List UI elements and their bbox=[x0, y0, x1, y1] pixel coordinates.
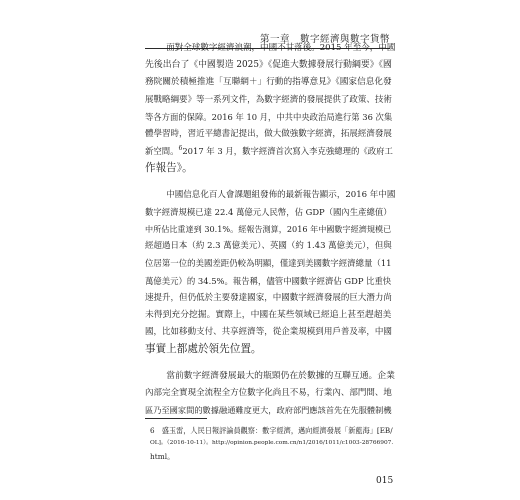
text-line: 萬億美元）的 34.5%。報告稱，儘管中國數字經濟佔 GDP 比重快 bbox=[145, 275, 392, 286]
footnote bbox=[150, 424, 394, 463]
text-line: 數字經濟規模已達 22.4 萬億元人民幣，佔 GDP（國內生產總值） bbox=[145, 206, 392, 217]
text-line: 位居第一位的美國差距仍較為明顯，僅達到美國數字經濟總量（11 bbox=[145, 258, 392, 269]
text-line: 體學習時，習近平總書記提出，做大做強數字經濟，拓展經濟發展 bbox=[145, 129, 392, 140]
text-line: 面對全球數字經濟浪潮，中國不甘落後。2015 年至今，中國 bbox=[166, 43, 396, 53]
text-line: 作報告》。 bbox=[145, 162, 193, 175]
running-title: 第一章 數字經濟與數字貨幣 bbox=[259, 34, 390, 45]
text-line: 國，比如移動支付、共享經濟等，從企業規模到用戶普及率，中國 bbox=[145, 327, 392, 338]
footnote-ref[interactable]: 6 bbox=[178, 145, 183, 153]
footnote-line: html。 bbox=[150, 452, 175, 461]
text-line-with-footnote bbox=[145, 143, 393, 160]
text-segment: 2017 年 3 月，數字經濟首次寫入李克強總理的《政府工 bbox=[182, 146, 393, 157]
text-line: 事實上都處於領先位置。 bbox=[145, 343, 262, 356]
text-line: 經超過日本（約 2.3 萬億美元）、英國（約 1.43 萬億美元），但與 bbox=[145, 241, 392, 252]
footnote-rule bbox=[145, 418, 207, 419]
text-line: 先後出台了《中國製造 2025》《促進大數據發展行動綱要》《國 bbox=[145, 60, 392, 71]
text-line: 區乃至國家間的數據融通難度更大，政府部門應該首先在先服體制機 bbox=[145, 405, 392, 416]
text-segment: 新空間。 bbox=[145, 146, 179, 157]
text-line: 內部完全實現全流程全方位數字化尚且不易，行業內、部門間、地 bbox=[145, 387, 392, 398]
text-line: 中所佔比重達到 30.1%。經報告測算，2016 年中國數字經濟規模已 bbox=[145, 224, 392, 235]
page-number: 015 bbox=[376, 476, 394, 486]
text-line: 中國信息化百人會課題組發佈的最新報告顯示，2016 年中國 bbox=[166, 189, 396, 200]
text-line: 當前數字經濟發展最大的瓶頸仍在於數據的互聯互通。企業 bbox=[166, 370, 395, 381]
footnote-line: 6 盛玉雷，人民日報評論員觀察：數字經濟，邁向經濟發展「新藍海」[EB/ bbox=[150, 426, 393, 435]
body-text bbox=[145, 40, 396, 428]
text-line: 務院關於積極推進「互聯網＋」行動的指導意見》《國家信息化發 bbox=[145, 77, 392, 88]
text-line: 等各方面的保障。2016 年 10 月，中共中央政治局進行第 36 次集 bbox=[145, 111, 393, 122]
paragraph-1 bbox=[145, 40, 396, 178]
paragraph-3 bbox=[145, 368, 393, 420]
text-line: 速提升，但仍低於主要發達國家，中國數字經濟發展的巨大潛力尚 bbox=[145, 292, 392, 303]
text-line: 未得到充分挖掘。實際上，中國在某些領域已經追上甚至趕超美 bbox=[145, 310, 392, 321]
footnote-line: OL]。（2016-10-11）。http://opinion.people.com.cn/n1/2016/1011/c1003-28766907. bbox=[150, 440, 394, 446]
paragraph-2 bbox=[145, 187, 396, 359]
text-line: 展戰略綱要》等一系列文件，為數字經濟的發展提供了政策、技術 bbox=[145, 94, 392, 105]
